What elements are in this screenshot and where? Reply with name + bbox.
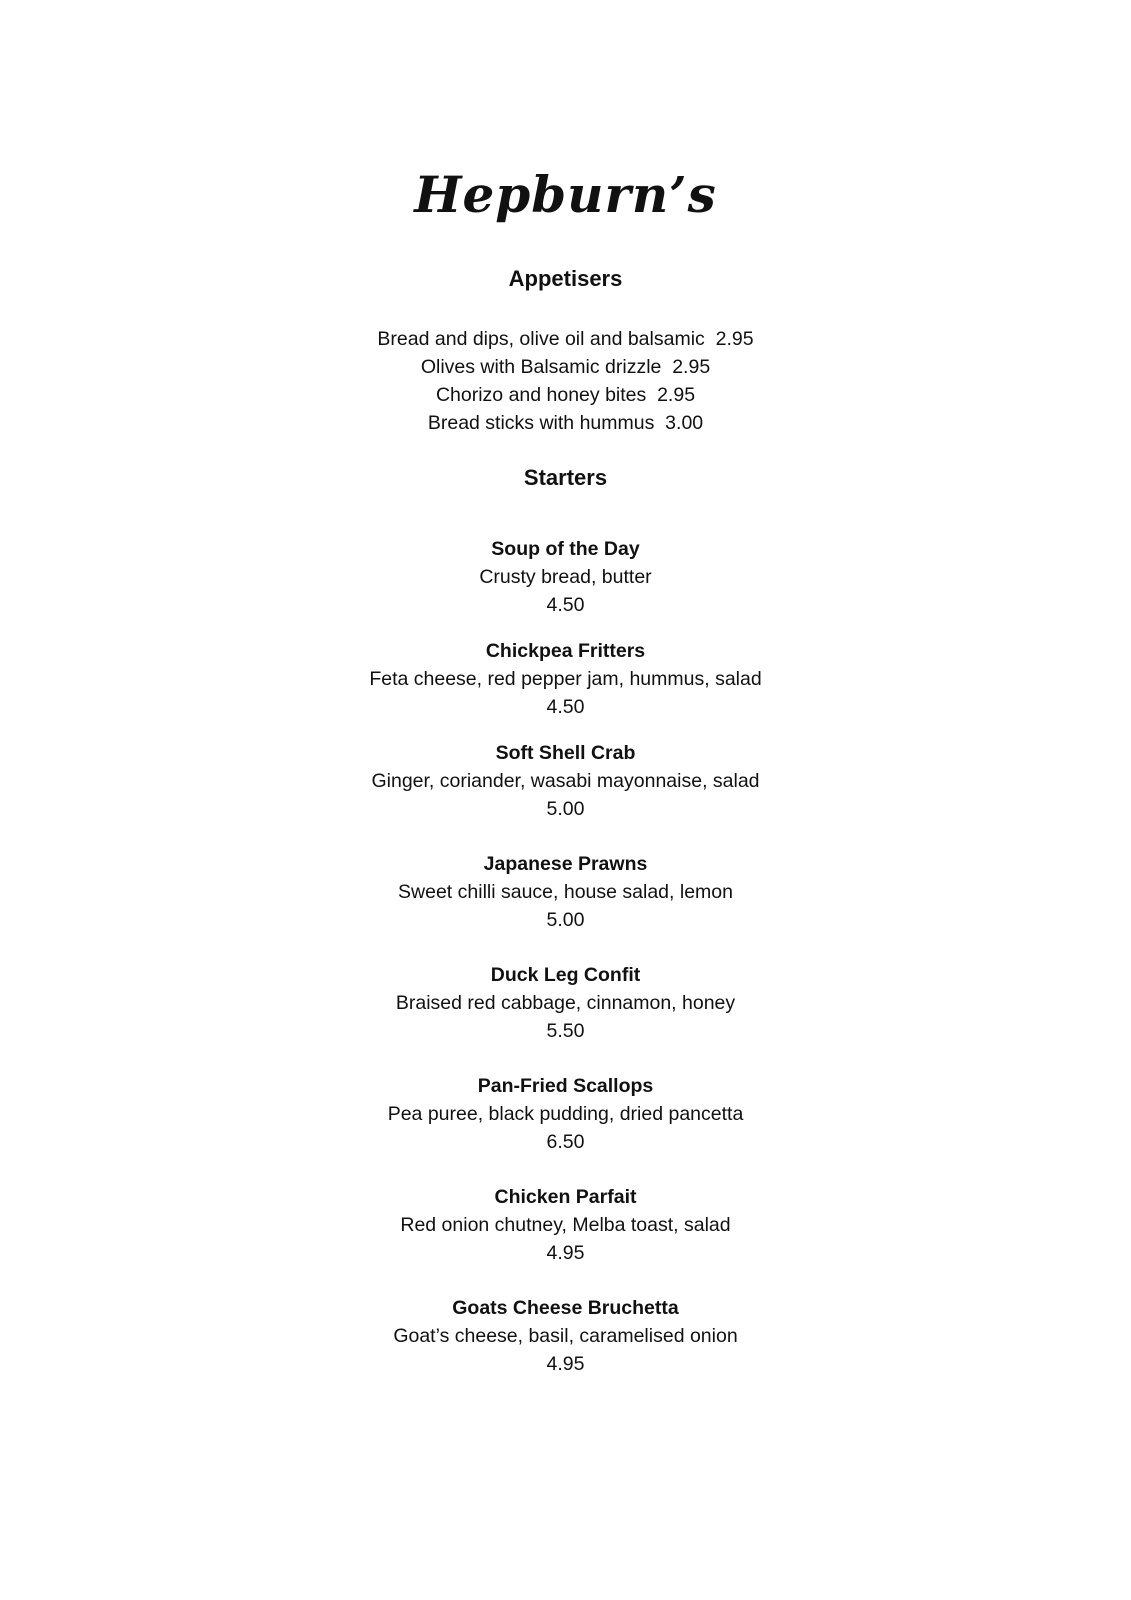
starter-item bbox=[0, 637, 1131, 739]
starter-item bbox=[0, 850, 1131, 961]
dish-description: Feta cheese, red pepper jam, hummus, salad bbox=[369, 668, 762, 690]
dish-price: 4.95 bbox=[546, 1353, 585, 1375]
dish-name: Chicken Parfait bbox=[494, 1186, 637, 1208]
dish-description: Sweet chilli sauce, house salad, lemon bbox=[398, 881, 733, 903]
dish-name: Soft Shell Crab bbox=[495, 742, 636, 764]
dish-name: Soup of the Day bbox=[491, 538, 640, 560]
starter-item bbox=[0, 1072, 1131, 1183]
dish-description: Ginger, coriander, wasabi mayonnaise, salad bbox=[371, 770, 760, 792]
dish-description: Pea puree, black pudding, dried pancetta bbox=[387, 1103, 744, 1125]
appetiser-item: Olives with Balsamic drizzle 2.95 bbox=[420, 356, 711, 378]
dish-price: 5.00 bbox=[546, 909, 585, 931]
starter-item bbox=[0, 535, 1131, 637]
dish-price: 4.50 bbox=[546, 594, 585, 616]
appetisers-heading: Appetisers bbox=[508, 266, 623, 291]
appetiser-item: Chorizo and honey bites 2.95 bbox=[435, 384, 696, 406]
starters-heading: Starters bbox=[523, 465, 608, 490]
starter-item bbox=[0, 1294, 1131, 1405]
starter-item bbox=[0, 1183, 1131, 1294]
dish-description: Goat’s cheese, basil, caramelised onion bbox=[393, 1325, 738, 1347]
dish-description: Red onion chutney, Melba toast, salad bbox=[400, 1214, 731, 1236]
dish-description: Crusty bread, butter bbox=[479, 566, 652, 588]
appetiser-item: Bread sticks with hummus 3.00 bbox=[427, 412, 704, 434]
starters-list bbox=[0, 535, 1131, 1405]
appetiser-item: Bread and dips, olive oil and balsamic 2.95 bbox=[377, 328, 754, 350]
dish-price: 5.00 bbox=[546, 798, 585, 820]
dish-name: Chickpea Fritters bbox=[485, 640, 646, 662]
dish-name: Duck Leg Confit bbox=[490, 964, 641, 986]
restaurant-name: Hepburn’s bbox=[414, 165, 717, 224]
dish-price: 4.50 bbox=[546, 696, 585, 718]
dish-name: Pan-Fried Scallops bbox=[477, 1075, 654, 1097]
dish-price: 5.50 bbox=[546, 1020, 585, 1042]
starter-item bbox=[0, 961, 1131, 1072]
dish-description: Braised red cabbage, cinnamon, honey bbox=[395, 992, 736, 1014]
dish-price: 4.95 bbox=[546, 1242, 585, 1264]
dish-name: Japanese Prawns bbox=[483, 853, 648, 875]
appetisers-list bbox=[0, 325, 1131, 437]
dish-name: Goats Cheese Bruchetta bbox=[452, 1297, 679, 1319]
starter-item bbox=[0, 739, 1131, 850]
dish-price: 6.50 bbox=[546, 1131, 585, 1153]
